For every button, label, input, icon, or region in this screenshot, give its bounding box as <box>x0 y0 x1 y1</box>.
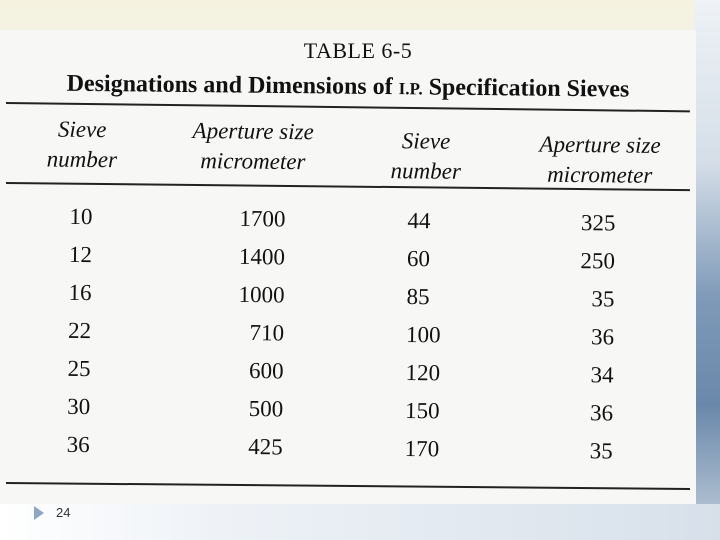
top-rule <box>6 102 690 112</box>
cell-sieve-number: 100 <box>405 321 441 348</box>
cell-aperture-size: 1700 <box>239 205 286 232</box>
slide-footer <box>0 504 720 540</box>
decorative-side-strip <box>694 0 720 540</box>
cell-aperture-size: 600 <box>248 358 284 384</box>
table-row <box>0 426 695 471</box>
header-text: Aperture size <box>192 118 314 145</box>
header-text: Sieve <box>57 116 107 143</box>
header-text: micrometer <box>547 161 653 188</box>
header-sieve-number-2 <box>366 126 487 187</box>
cell-sieve-number: 36 <box>66 431 90 458</box>
table-title-abbr: I.P. <box>398 79 423 99</box>
table-title-main: Designations and Dimensions of <box>66 70 393 101</box>
table-header-row <box>0 114 696 187</box>
cell-aperture-size: 500 <box>248 396 284 422</box>
cell-aperture-size: 710 <box>249 320 285 346</box>
table-row <box>0 312 696 357</box>
table-row <box>0 388 695 433</box>
table-row <box>1 198 696 243</box>
cell-aperture-size: 250 <box>580 248 616 274</box>
header-text: Sieve <box>401 128 451 154</box>
slide-number: 24 <box>56 505 71 520</box>
cell-sieve-number: 170 <box>404 435 440 462</box>
cell-sieve-number: 85 <box>406 283 430 310</box>
cell-aperture-size: 36 <box>590 324 615 350</box>
cell-sieve-number: 16 <box>68 279 92 306</box>
cell-sieve-number: 60 <box>406 245 431 272</box>
table-title <box>0 70 696 104</box>
table-title-end: Specification Sieves <box>428 74 630 103</box>
cell-sieve-number: 12 <box>68 241 93 268</box>
cell-aperture-size: 35 <box>589 438 613 464</box>
cell-sieve-number: 120 <box>405 359 441 386</box>
header-text: number <box>390 158 462 184</box>
cell-aperture-size: 36 <box>589 400 614 426</box>
cell-sieve-number: 150 <box>404 397 440 424</box>
cell-aperture-size: 1000 <box>238 281 285 308</box>
cell-sieve-number: 10 <box>69 203 93 230</box>
table-body <box>0 198 696 486</box>
table-label: TABLE 6-5 <box>303 38 413 63</box>
cell-sieve-number: 25 <box>67 355 91 382</box>
table-row <box>1 236 696 281</box>
header-text: number <box>46 146 118 173</box>
cell-aperture-size: 425 <box>248 434 283 460</box>
cell-sieve-number: 44 <box>407 207 431 234</box>
cell-sieve-number: 30 <box>67 393 91 420</box>
header-text: micrometer <box>200 148 306 175</box>
cell-aperture-size: 35 <box>591 286 615 312</box>
table-row <box>0 350 696 395</box>
header-aperture-size-2 <box>520 129 681 191</box>
arrow-right-icon <box>34 506 44 520</box>
cell-aperture-size: 34 <box>590 362 614 388</box>
header-text: Aperture size <box>539 131 661 158</box>
table-row <box>0 274 696 319</box>
header-sieve-number-1 <box>22 114 143 175</box>
cell-aperture-size: 325 <box>580 210 616 236</box>
header-aperture-size-1 <box>178 116 329 178</box>
cell-sieve-number: 22 <box>67 317 92 344</box>
scanned-table-image <box>0 30 696 504</box>
cell-aperture-size: 1400 <box>238 243 286 270</box>
